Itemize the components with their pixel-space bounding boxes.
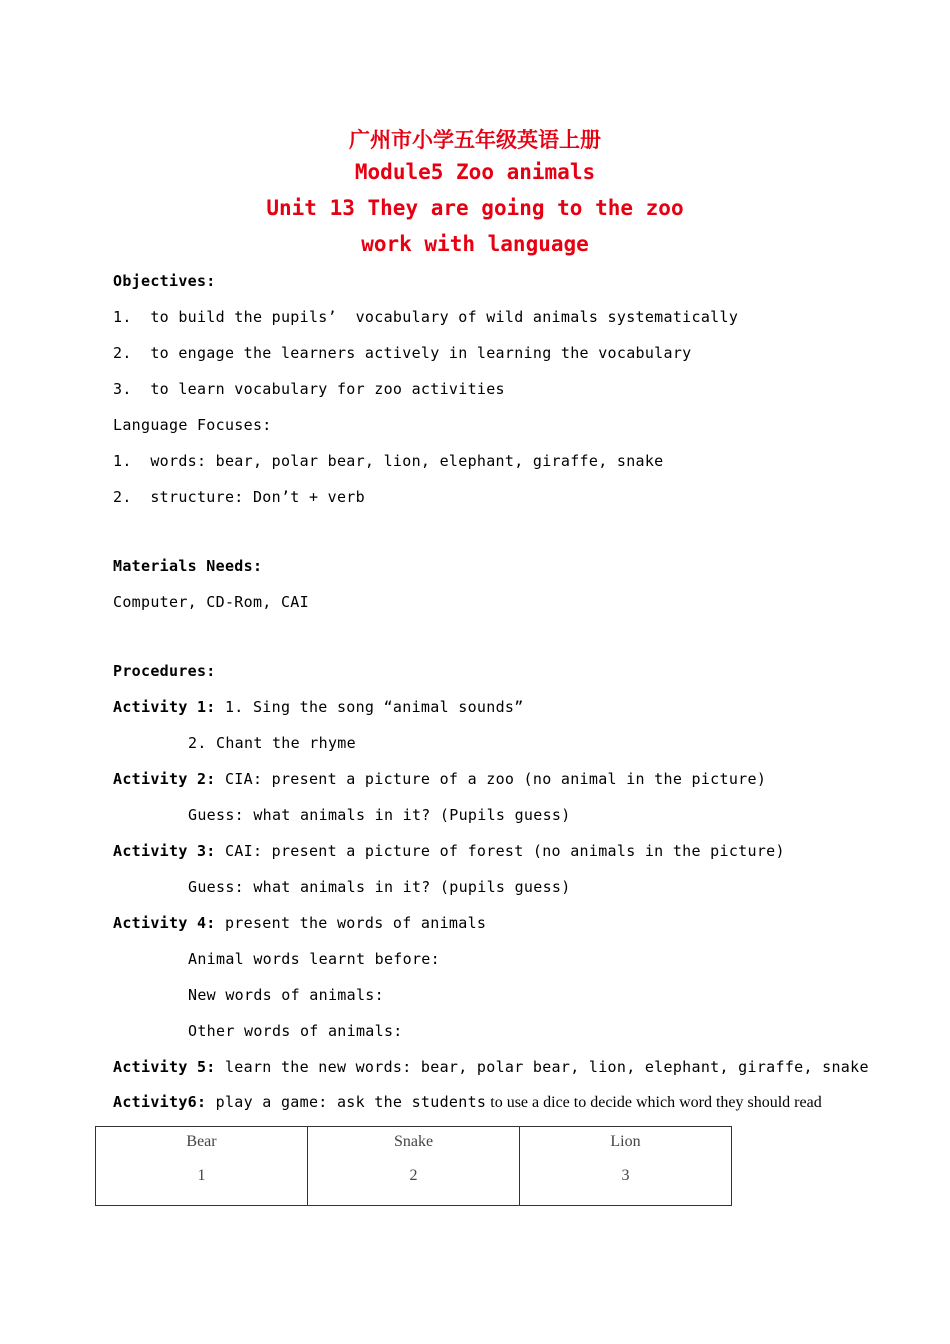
- activity-6: [113, 1093, 822, 1112]
- title-unit: Unit 13 They are going to the zoo: [266, 196, 684, 220]
- title-module: Module5 Zoo animals: [354, 160, 596, 184]
- language-focus-item: 2. structure: Don’t + verb: [113, 488, 365, 506]
- activity-label: Activity 3:: [113, 842, 216, 860]
- dice-word-table: [95, 1126, 732, 1206]
- activity-sub: New words of animals:: [188, 986, 384, 1004]
- objective-item: 1. to build the pupils’ vocabulary of wild animals systematically: [113, 308, 739, 326]
- activity-sub: 2. Chant the rhyme: [188, 734, 356, 752]
- activity-label: Activity 5:: [113, 1058, 216, 1076]
- activity-label: Activity 4:: [113, 914, 216, 932]
- table-cell: [96, 1127, 308, 1206]
- objective-item: 3. to learn vocabulary for zoo activities: [113, 380, 505, 398]
- objective-item: 2. to engage the learners actively in learning the vocabulary: [113, 344, 692, 362]
- activity-text: play a game: ask the students: [206, 1093, 487, 1111]
- activity-sub: Guess: what animals in it? (pupils guess): [188, 878, 571, 896]
- activity-1: [113, 698, 524, 716]
- table-row: [96, 1127, 732, 1206]
- activity-text: CAI: present a picture of forest (no animals in the picture): [215, 842, 785, 860]
- language-focuses-heading: Language Focuses:: [113, 416, 272, 434]
- objectives-heading: Objectives:: [113, 272, 216, 290]
- cell-word: Snake: [393, 1133, 434, 1150]
- activity-3: [113, 842, 785, 860]
- cell-number: 2: [409, 1167, 418, 1184]
- activity-label: Activity6:: [113, 1093, 207, 1111]
- cell-number: 3: [621, 1167, 630, 1184]
- activity-5: [113, 1058, 869, 1076]
- cell-word: Lion: [610, 1133, 641, 1150]
- materials-heading: Materials Needs:: [113, 557, 263, 575]
- activity-sub: Animal words learnt before:: [188, 950, 440, 968]
- title-section: work with language: [361, 232, 589, 256]
- activity-text-serif: to use a dice to decide which word they should read: [486, 1094, 822, 1111]
- activity-text: CIA: present a picture of a zoo (no animal in the picture): [215, 770, 767, 788]
- materials-text: Computer, CD-Rom, CAI: [113, 593, 309, 611]
- table-cell: [520, 1127, 732, 1206]
- activity-text: learn the new words: bear, polar bear, lion, elephant, giraffe, snake: [215, 1058, 869, 1076]
- activity-sub: Other words of animals:: [188, 1022, 403, 1040]
- table-cell: [308, 1127, 520, 1206]
- title-chinese: 广州市小学五年级英语上册: [349, 128, 601, 152]
- activity-label: Activity 1:: [113, 698, 216, 716]
- activity-sub: Guess: what animals in it? (Pupils guess): [188, 806, 571, 824]
- activity-label: Activity 2:: [113, 770, 216, 788]
- procedures-heading: Procedures:: [113, 662, 216, 680]
- cell-number: 1: [197, 1167, 206, 1184]
- activity-4: [113, 914, 486, 932]
- activity-2: [113, 770, 766, 788]
- cell-word: Bear: [186, 1133, 217, 1150]
- activity-text: present the words of animals: [215, 914, 487, 932]
- language-focus-item: 1. words: bear, polar bear, lion, elephant, giraffe, snake: [113, 452, 664, 470]
- activity-text: 1. Sing the song “animal sounds”: [215, 698, 524, 716]
